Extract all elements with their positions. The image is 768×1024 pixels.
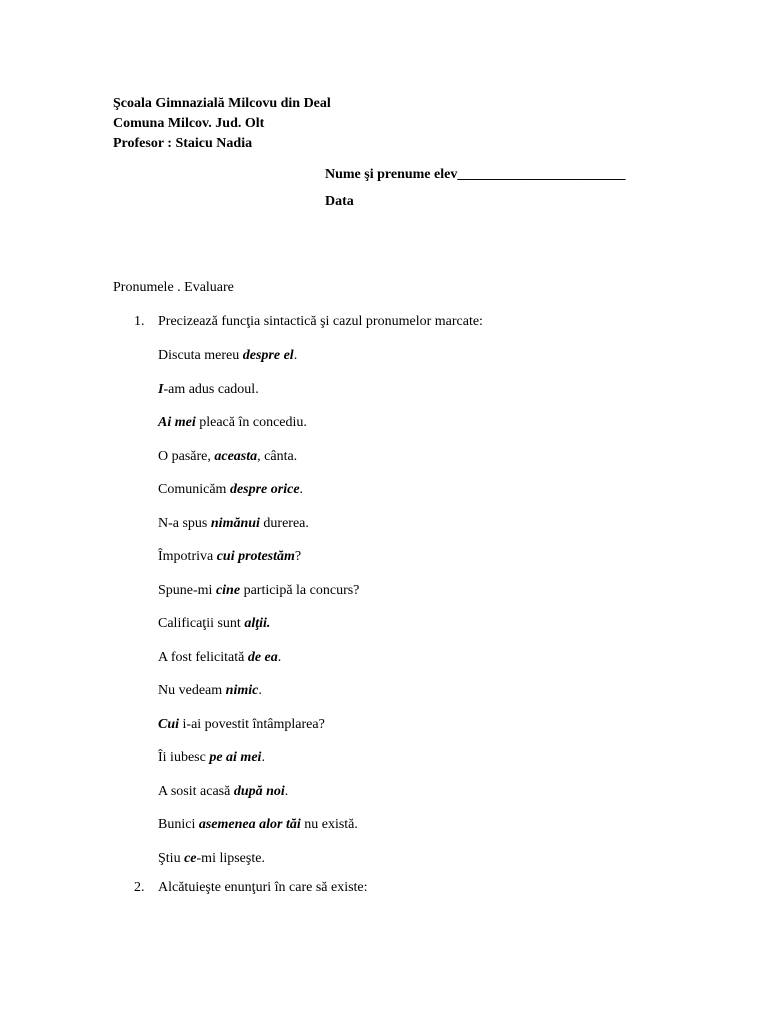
sentence-text: Bunici	[158, 817, 199, 832]
sentence-text: .	[293, 348, 298, 363]
sentence-text: ?	[294, 549, 302, 564]
sentence-text: participă la concurs?	[240, 582, 360, 598]
sentence-text: Discuta mereu	[158, 348, 243, 363]
marked-pronoun: despre el	[242, 348, 294, 363]
sentence-item	[158, 380, 359, 414]
marked-pronoun: I	[158, 381, 164, 397]
marked-pronoun: aceasta	[214, 448, 258, 464]
sentence-item	[158, 346, 359, 380]
sentence-item	[158, 514, 359, 548]
section-title: Pronumele . Evaluare	[113, 280, 234, 295]
exercise-1	[134, 312, 483, 332]
marked-pronoun: despre orice	[229, 482, 300, 497]
sentence-text: pleacă în concediu.	[195, 415, 307, 430]
marked-pronoun: Cui	[158, 716, 180, 732]
sentence-item	[158, 480, 359, 514]
sentence-item	[158, 581, 359, 615]
sentence-text: i-ai povestit întâmplarea?	[179, 716, 325, 732]
sentence-text: Împotriva	[158, 549, 217, 564]
sentence-text: nu există.	[300, 817, 358, 832]
sentence-text: Calificaţii sunt	[158, 616, 245, 631]
marked-pronoun: alţii.	[244, 616, 271, 631]
sentence-text: Comunicăm	[158, 482, 230, 497]
marked-pronoun: pe ai mei	[209, 750, 262, 765]
sentence-item	[158, 648, 359, 682]
sentence-list	[158, 346, 359, 882]
sentence-text: .	[277, 649, 282, 665]
sentence-text: .	[258, 683, 262, 698]
marked-pronoun: nimic	[225, 683, 259, 698]
sentence-text: Ştiu	[158, 850, 185, 866]
sentence-text: .	[299, 482, 304, 497]
date-field: Data	[325, 194, 354, 209]
student-name-field: Nume şi prenume elev________________________	[325, 167, 626, 182]
sentence-text: -am adus cadoul.	[163, 381, 259, 397]
sentence-text: Nu vedeam	[158, 683, 226, 698]
document-header	[113, 94, 331, 154]
sentence-item	[158, 614, 359, 648]
sentence-text: A sosit acasă	[158, 783, 234, 799]
marked-pronoun: Ai mei	[158, 415, 196, 430]
sentence-text: Spune-mi	[158, 582, 216, 598]
sentence-text: .	[261, 750, 265, 765]
sentence-text: durerea.	[259, 515, 309, 531]
sentence-item	[158, 715, 359, 749]
exercise-number: 1.	[134, 314, 145, 329]
student-info	[325, 165, 625, 212]
sentence-item	[158, 815, 359, 849]
exercise-2	[134, 878, 368, 898]
marked-pronoun: după noi	[233, 783, 285, 799]
exercise-instruction: Precizează funcţia sintactică şi cazul pronumelor marcate:	[158, 314, 483, 329]
sentence-text: O pasăre,	[158, 448, 215, 464]
sentence-item	[158, 849, 359, 883]
sentence-text: .	[284, 783, 289, 799]
sentence-item	[158, 547, 359, 581]
sentence-text: A fost felicitată	[158, 649, 248, 665]
sentence-item	[158, 748, 359, 782]
marked-pronoun: ce	[184, 850, 197, 866]
marked-pronoun: asemenea alor tăi	[198, 817, 301, 832]
sentence-item	[158, 782, 359, 816]
sentence-text: N-a spus	[158, 515, 211, 531]
sentence-item	[158, 447, 359, 481]
marked-pronoun: de ea	[247, 649, 278, 665]
commune-name: Comuna Milcov. Jud. Olt	[113, 116, 265, 131]
teacher-name: Profesor : Staicu Nadia	[113, 136, 253, 151]
sentence-text: Îi iubesc	[158, 750, 210, 765]
marked-pronoun: cui protestăm	[216, 549, 295, 564]
sentence-item	[158, 413, 359, 447]
exercise-number: 2.	[134, 880, 145, 895]
marked-pronoun: nimănui	[210, 515, 260, 531]
sentence-text: , cânta.	[257, 448, 298, 464]
exercise-instruction: Alcătuieşte enunţuri în care să existe:	[158, 880, 368, 895]
marked-pronoun: cine	[215, 582, 241, 598]
sentence-text: -mi lipseşte.	[196, 850, 265, 866]
school-name: Şcoala Gimnazială Milcovu din Deal	[113, 96, 331, 111]
sentence-item	[158, 681, 359, 715]
